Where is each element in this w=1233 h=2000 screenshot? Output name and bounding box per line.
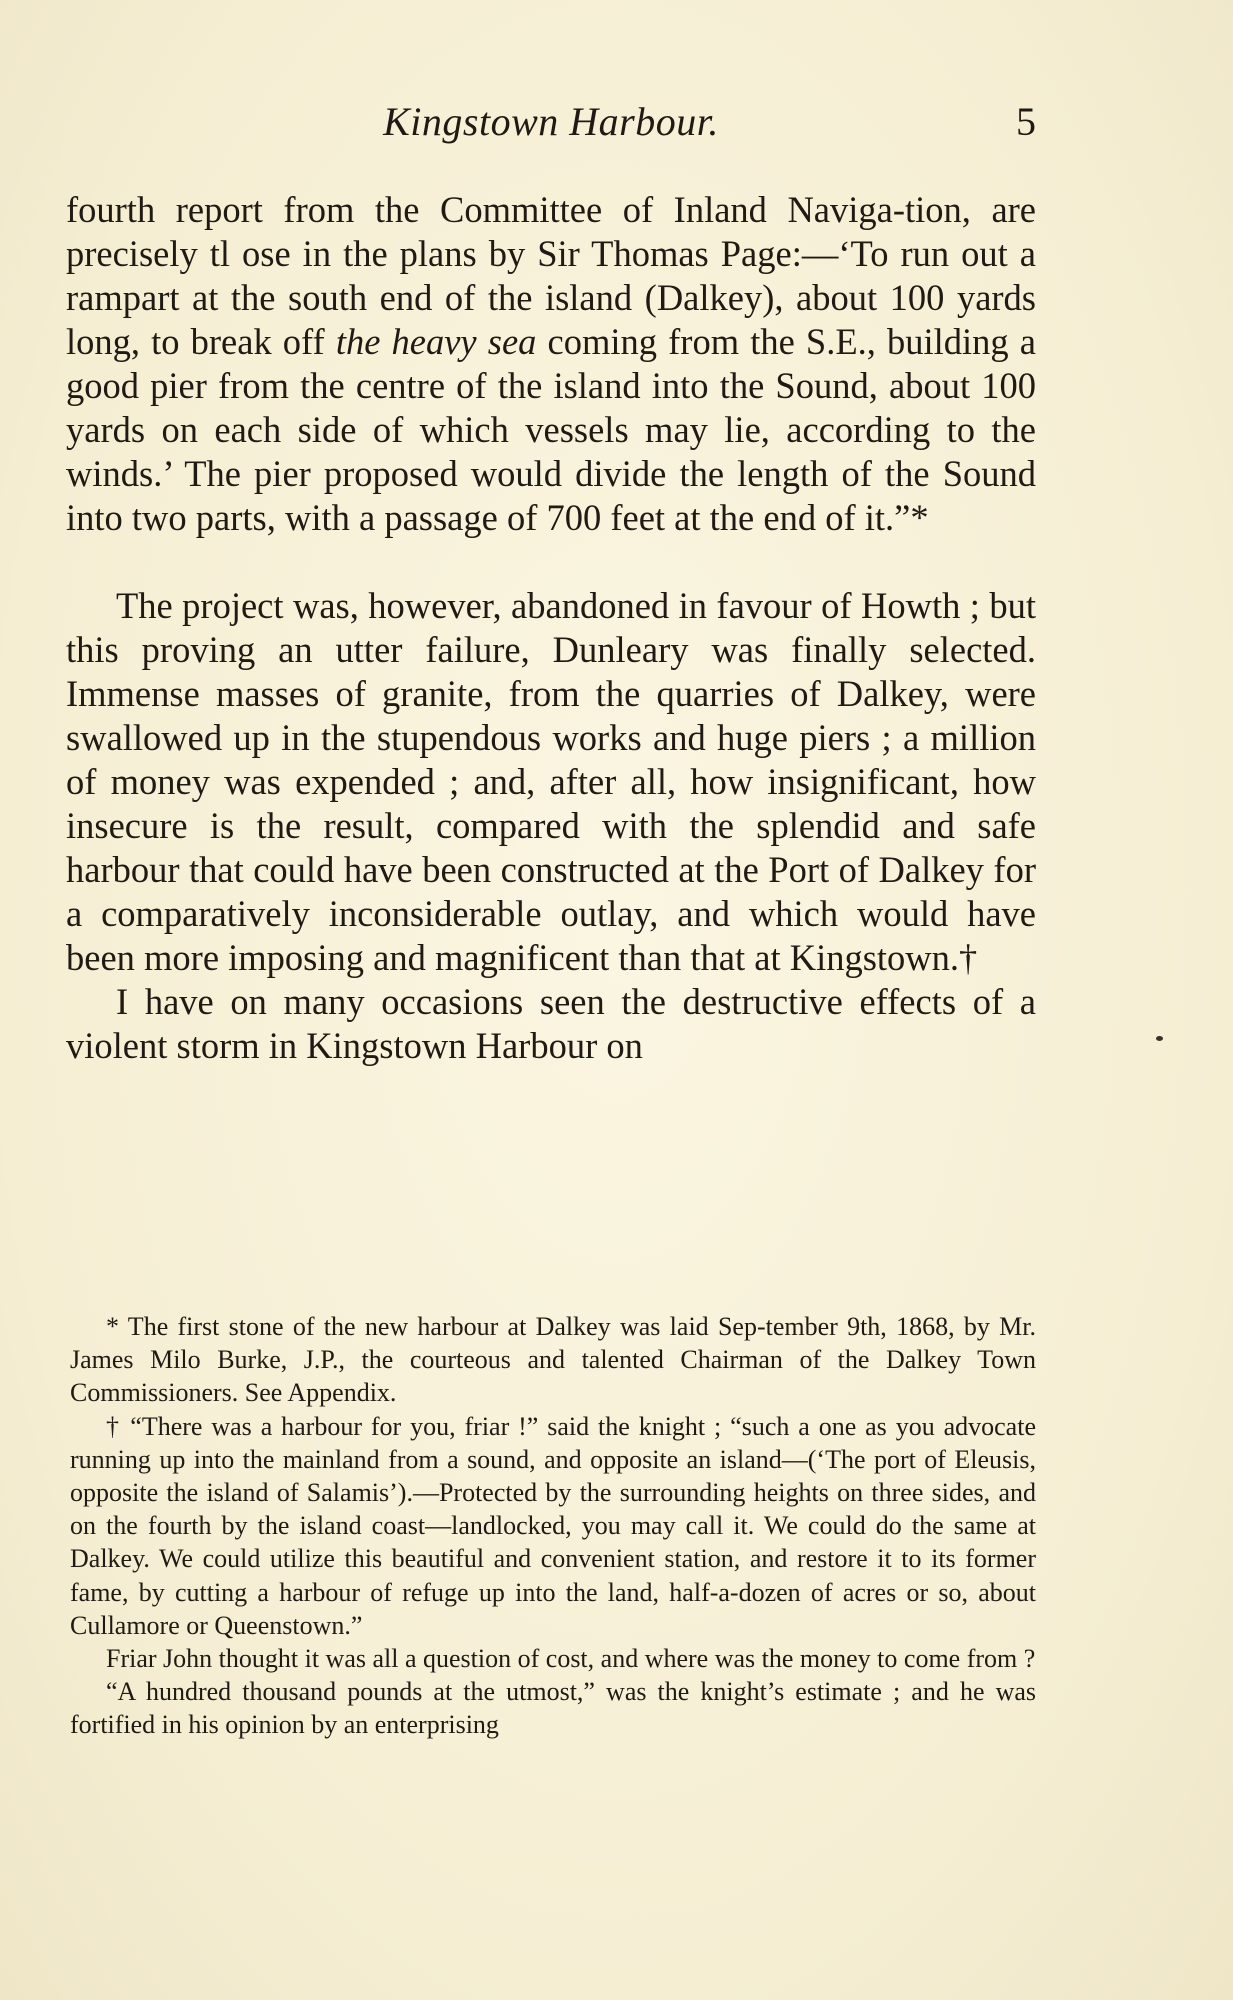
footnotes: [70, 1310, 1036, 1742]
paragraph-text: coming from the S.E., building a good pier from the centre of the island into the Sound, about 100 yards on each side of which vessels may lie, according to the winds.’ The pier proposed would divide the length of the Sound into two parts, with a passage of 700 feet at the end of it.”*: [66, 321, 1036, 538]
italic-phrase: the heavy sea: [335, 321, 537, 362]
running-title: Kingstown Harbour.: [383, 99, 719, 144]
ink-speck: [1156, 1036, 1163, 1041]
paragraph: The project was, however, abandoned in favour of Howth ; but this proving an utter failure, Dunleary was finally selected. Immense masses of granite, from the quarries of Dalkey, were swallowed up in the stupendous works and huge piers ; a million of money was expended ; and, after all, how insignificant, how insecure is the result, compared with the splendid and safe harbour that could have been constructed at the Port of Dalkey for a comparatively inconsiderable outlay, and which would have been more imposing and magnificent than that at Kingstown.†: [66, 585, 1036, 978]
paragraph-text: fourth report from the Committee of Inland Naviga-tion, are precisely tl ose in the plans by Sir Thomas Page:—‘To run out a rampart at the south end of the island (Dalkey), about 100 yards long, to break off: [66, 189, 1036, 362]
footnote-continued: “A hundred thousand pounds at the utmost,” was the knight’s estimate ; and he was fortified in his opinion by an enterprising: [70, 1677, 1036, 1740]
page-header: [66, 96, 1036, 148]
paragraph: I have on many occasions seen the destructive effects of a violent storm in Kingstown Harbour on: [66, 981, 1036, 1066]
body-text: [66, 188, 1036, 1068]
footnote-dagger: † “There was a harbour for you, friar !” said the knight ; “such a one as you advocate running up into the mainland from a sound, and opposite an island—(‘The port of Eleusis, opposite the island of Salamis’).—Protected by the surrounding heights on three sides, and on the fourth by the island coast—landlocked, you may call it. We could do the same at Dalkey. We could utilize this beautiful and convenient station, and restore it to its former fame, by cutting a harbour of refuge up into the land, half-a-dozen of acres or so, about Cullamore or Queenstown.”: [70, 1411, 1036, 1640]
footnote-asterisk: * The first stone of the new harbour at Dalkey was laid Sep-tember 9th, 1868, by Mr. James Milo Burke, J.P., the courteous and talented Chairman of the Dalkey Town Commissioners. See Appendix.: [70, 1312, 1036, 1408]
paragraph-continued: [66, 188, 1036, 540]
footnote-continued: Friar John thought it was all a question of cost, and where was the money to come from ?: [106, 1644, 1036, 1674]
page-number: 5: [1016, 99, 1036, 144]
